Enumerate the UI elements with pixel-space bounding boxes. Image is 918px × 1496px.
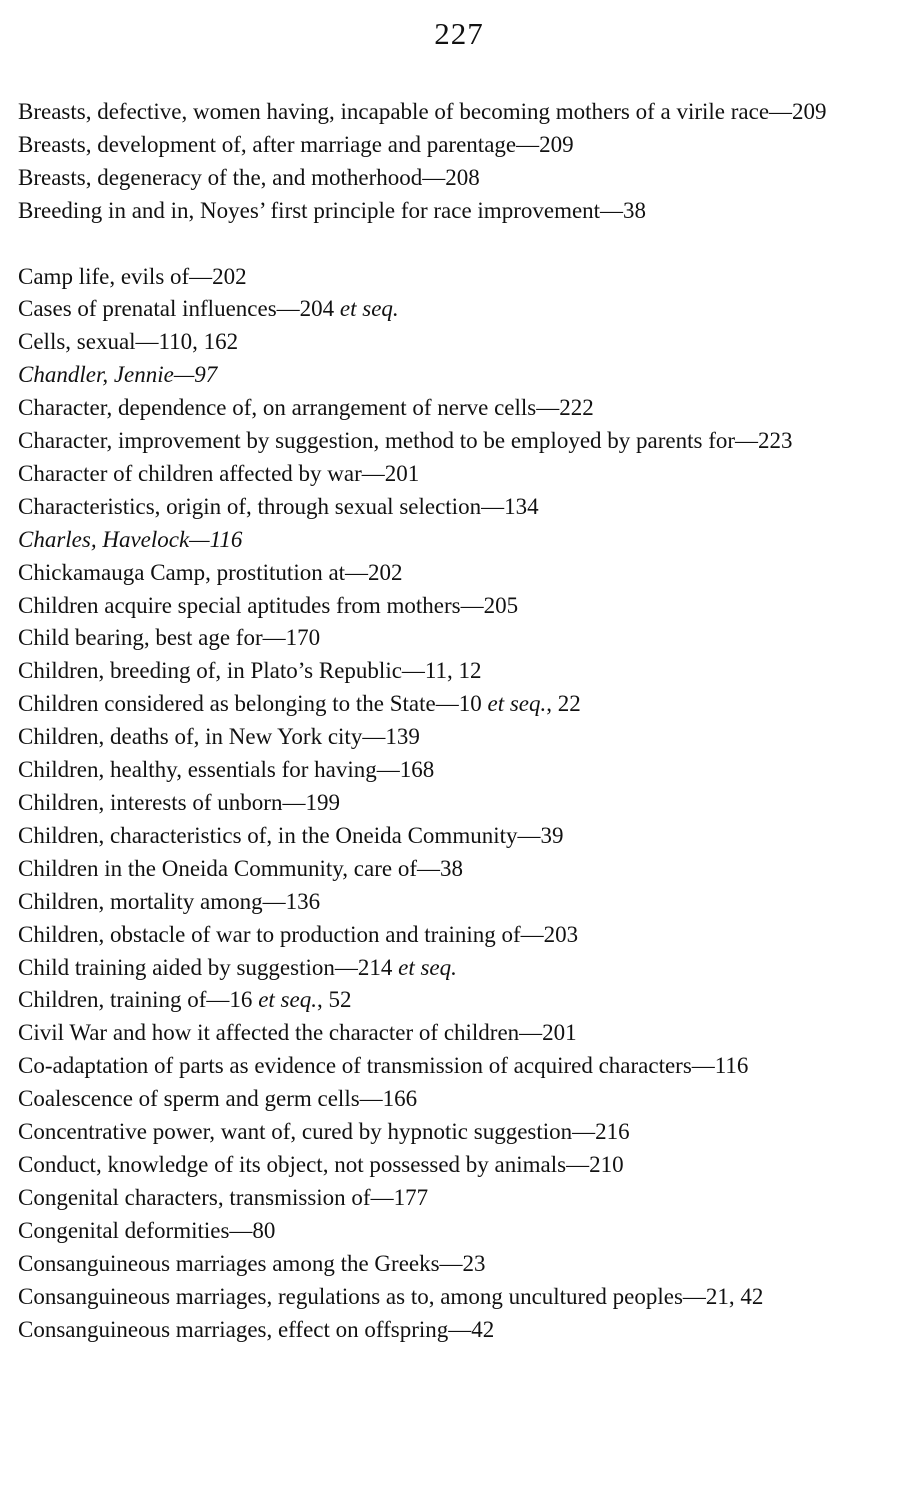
index-entry — [18, 984, 878, 1017]
index-entry-text: Chickamauga Camp, prostitution at—202 — [18, 559, 403, 585]
index-entry — [18, 1314, 878, 1347]
index-entry-suffix: , 52 — [316, 987, 352, 1013]
index-entry — [18, 1116, 878, 1149]
index-entry — [18, 129, 878, 162]
index-entry — [18, 195, 878, 228]
index-entry — [18, 293, 878, 326]
index-entry-text: Children, obstacle of war to production and training of—203 — [18, 921, 579, 947]
index-entry-text: Consanguineous marriages among the Greeks—23 — [18, 1250, 486, 1276]
index-entry — [18, 326, 878, 359]
index-entry-text: Character, dependence of, on arrangement of nerve cells—222 — [18, 395, 594, 421]
index-entry-suffix: , 22 — [546, 691, 581, 717]
index-entry-text: Children, training of—16 — [18, 987, 259, 1013]
index-entry — [18, 1281, 878, 1314]
index-entry-text: Children, interests of unborn—199 — [18, 790, 340, 816]
index-entry-text: Character, improvement by suggestion, method to be employed by parents for—223 — [18, 428, 793, 454]
index-entry-text: Children in the Oneida Community, care of—38 — [18, 855, 463, 881]
index-entry — [18, 820, 878, 853]
index-entry-text: Civil War and how it affected the character of children—201 — [18, 1020, 577, 1046]
index-entry — [18, 458, 878, 491]
index-entry — [18, 688, 878, 721]
index-entry — [18, 491, 878, 524]
index-entry — [18, 96, 878, 129]
index-entry-text: Children, deaths of, in New York city—139 — [18, 724, 420, 750]
index-entry-text: Co-adaptation of parts as evidence of transmission of acquired characters—116 — [18, 1053, 749, 1079]
index-entry — [18, 919, 878, 952]
index-entry — [18, 721, 878, 754]
index-entry — [18, 425, 878, 458]
index-entry-text: Breasts, defective, women having, incapable of becoming mothers of a virile race—209 — [18, 99, 827, 124]
index-entry-text: Children acquire special aptitudes from mothers—205 — [18, 592, 519, 618]
index-entry — [18, 1050, 878, 1083]
index-entry — [18, 1182, 878, 1215]
index-entry-text: Cases of prenatal influences—204 — [18, 296, 340, 322]
index-entry-text: Breasts, degeneracy of the, and motherhood—208 — [18, 164, 480, 190]
index-entry-text: Charles, Havelock—116 — [18, 526, 243, 552]
index-entry-text: Children considered as belonging to the State—10 — [18, 691, 488, 717]
index-entry-text: Characteristics, origin of, through sexual selection—134 — [18, 493, 539, 519]
index-entry-text: Child bearing, best age for—170 — [18, 625, 321, 651]
index-entry-text: Children, mortality among—136 — [18, 888, 321, 914]
index-entry — [18, 886, 878, 919]
index-entry — [18, 952, 878, 985]
index-entry — [18, 622, 878, 655]
index-entry-text: Child training aided by suggestion—214 — [18, 954, 399, 980]
index-entry-text: Concentrative power, want of, cured by hypnotic suggestion—216 — [18, 1119, 630, 1145]
index-entry — [18, 853, 878, 886]
index-entry — [18, 1083, 878, 1116]
index-entry — [18, 1017, 878, 1050]
index-entry — [18, 392, 878, 425]
index-entry-text: Congenital deformities—80 — [18, 1217, 276, 1243]
index-entry — [18, 1248, 878, 1281]
index-entry-et-seq: et seq. — [487, 691, 547, 717]
section-spacer — [18, 228, 878, 261]
index-entry — [18, 1149, 878, 1182]
index-entry — [18, 787, 878, 820]
index-entry — [18, 590, 878, 623]
index-entry-et-seq: et seq. — [398, 954, 457, 980]
index-entry — [18, 261, 878, 294]
index-entry-text: Camp life, evils of—202 — [18, 263, 247, 289]
index-entry-text: Breasts, development of, after marriage and parentage—209 — [18, 131, 574, 157]
index-entry — [18, 162, 878, 195]
index-entry-et-seq: et seq. — [258, 987, 317, 1013]
index-entry-text: Conduct, knowledge of its object, not possessed by animals—210 — [18, 1151, 624, 1177]
index-entry — [18, 655, 878, 688]
index-entry-text: Consanguineous marriages, regulations as to, among uncultured peoples—21, 42 — [18, 1283, 764, 1309]
index-entry-text: Chandler, Jennie—97 — [18, 362, 218, 388]
index-entry-text: Children, healthy, essentials for having—168 — [18, 757, 435, 783]
index-entry — [18, 754, 878, 787]
index-entry — [18, 557, 878, 590]
index-entry-text: Cells, sexual—110, 162 — [18, 329, 239, 355]
index-entry — [18, 1215, 878, 1248]
index-entry-text: Breeding in and in, Noyes’ first principle for race improvement—38 — [18, 197, 647, 223]
index-list — [18, 96, 878, 1346]
index-entry-text: Congenital characters, transmission of—177 — [18, 1184, 429, 1210]
index-entry-text: Character of children affected by war—201 — [18, 460, 420, 486]
index-entry-text: Children, breeding of, in Plato’s Republic—11, 12 — [18, 658, 482, 684]
index-entry — [18, 359, 878, 392]
index-entry-et-seq: et seq. — [339, 296, 399, 322]
index-entry-text: Consanguineous marriages, effect on offspring—42 — [18, 1316, 495, 1342]
index-entry — [18, 524, 878, 557]
index-entry-text: Children, characteristics of, in the Oneida Community—39 — [18, 822, 564, 848]
page-number: 227 — [434, 16, 484, 51]
index-entry-text: Coalescence of sperm and germ cells—166 — [18, 1086, 418, 1112]
